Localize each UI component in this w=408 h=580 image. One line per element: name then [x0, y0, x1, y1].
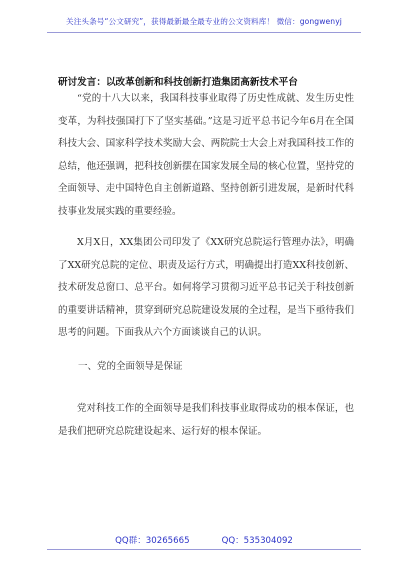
body-paragraph-3: 党对科技工作的全面领导是我们科技事业取得成功的根本保证，也是我们把研究总院建设起来、运行好的根本保证。 — [58, 403, 354, 437]
header-banner: 关注头条号“公文研究”，获得最新最全最专业的公文资料库！ 微信：gongwenyj — [66, 17, 342, 26]
document-title: 研讨发言：以改革创新和科技创新打造集团高新技术平台 — [58, 77, 298, 88]
header-divider — [47, 32, 361, 33]
footer-divider — [47, 549, 361, 550]
footer-contacts — [0, 534, 408, 546]
body-paragraph-2: X月X日，XX集团公司印发了《XX研究总院运行管理办法》，明确了XX研究总院的定位、职责及运行方式，明确提出打造XX科技创新、技术研发总窗口、总平台。如何将学习贯彻习近平总书记关于科技创新的重要讲话精神，贯穿到研究总院建设发展的全过程，是当下亟待我们思考的问题。下面我从六个方面谈谈自己的认识。 — [58, 237, 354, 339]
body-paragraph-1: “党的十八大以来，我国科技事业取得了历史性成就、发生历史性变革，为科技强国打下了坚实基础。”这是习近平总书记今年6月在全国科技大会、国家科学技术奖励大会、两院院士大会上对我国科技工作的总结，他还强调，把科技创新摆在国家发展全局的核心位置，坚持党的全面领导、走中国特色自主创新道路、坚持创新引进发展，是新时代科技事业发展实践的重要经验。 — [58, 93, 354, 217]
footer-qq: QQ：535304092 — [221, 536, 293, 546]
section-heading: 一、党的全面领导是保证 — [78, 361, 183, 372]
footer-qq-group: QQ群：30265665 — [115, 536, 190, 546]
